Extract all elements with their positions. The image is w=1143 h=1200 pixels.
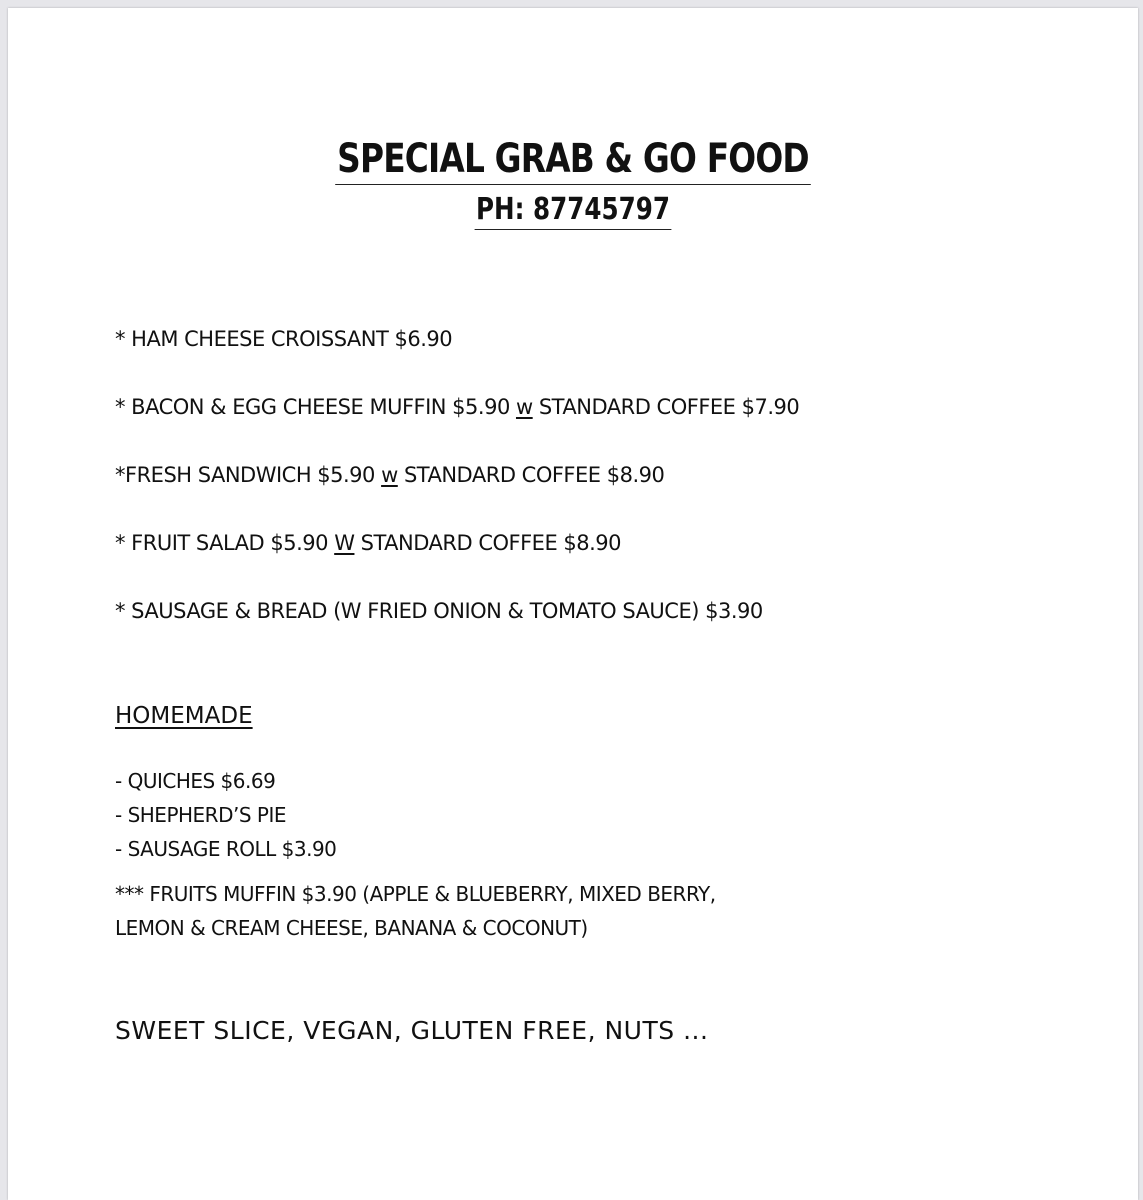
menu-item-text: STANDARD COFFEE $8.90	[397, 463, 665, 487]
with-abbrev: W	[334, 531, 355, 555]
phone-number-text: PH: 87745797	[474, 192, 671, 230]
menu-item-fresh-sandwich	[115, 462, 664, 488]
menu-item-text: * HAM CHEESE CROISSANT $6.90	[115, 327, 453, 351]
homemade-item-quiches: - QUICHES $6.69	[115, 769, 276, 793]
menu-item-text: STANDARD COFFEE $7.90	[532, 395, 800, 419]
homemade-heading: HOMEMADE	[115, 703, 253, 729]
menu-item-sausage-bread	[115, 598, 763, 624]
footer-note: SWEET SLICE, VEGAN, GLUTEN FREE, NUTS ...	[115, 1016, 709, 1045]
menu-item-text: *FRESH SANDWICH $5.90	[115, 463, 382, 487]
menu-item-text: STANDARD COFFEE $8.90	[354, 531, 622, 555]
homemade-item-fruits-muffin: *** FRUITS MUFFIN $3.90 (APPLE & BLUEBERRY, MIXED BERRY,	[115, 882, 716, 906]
menu-item-bacon-egg-muffin	[115, 394, 799, 420]
menu-item-text: * SAUSAGE & BREAD (W FRIED ONION & TOMATO SAUCE) $3.90	[115, 599, 763, 623]
homemade-item-shepherds-pie: - SHEPHERD’S PIE	[115, 803, 286, 827]
menu-page	[8, 8, 1138, 1200]
menu-title-text: SPECIAL GRAB & GO FOOD	[336, 136, 811, 185]
menu-item-text: * BACON & EGG CHEESE MUFFIN $5.90	[115, 395, 516, 419]
homemade-item-fruits-muffin-cont: LEMON & CREAM CHEESE, BANANA & COCONUT)	[115, 916, 588, 940]
with-abbrev: w	[515, 395, 533, 419]
homemade-item-sausage-roll: - SAUSAGE ROLL $3.90	[115, 837, 337, 861]
menu-item-croissant	[115, 326, 452, 352]
menu-title	[110, 136, 1037, 182]
menu-item-fruit-salad	[115, 530, 621, 556]
menu-item-text: * FRUIT SALAD $5.90	[115, 531, 335, 555]
with-abbrev: w	[381, 463, 398, 487]
phone-number	[110, 192, 1037, 228]
